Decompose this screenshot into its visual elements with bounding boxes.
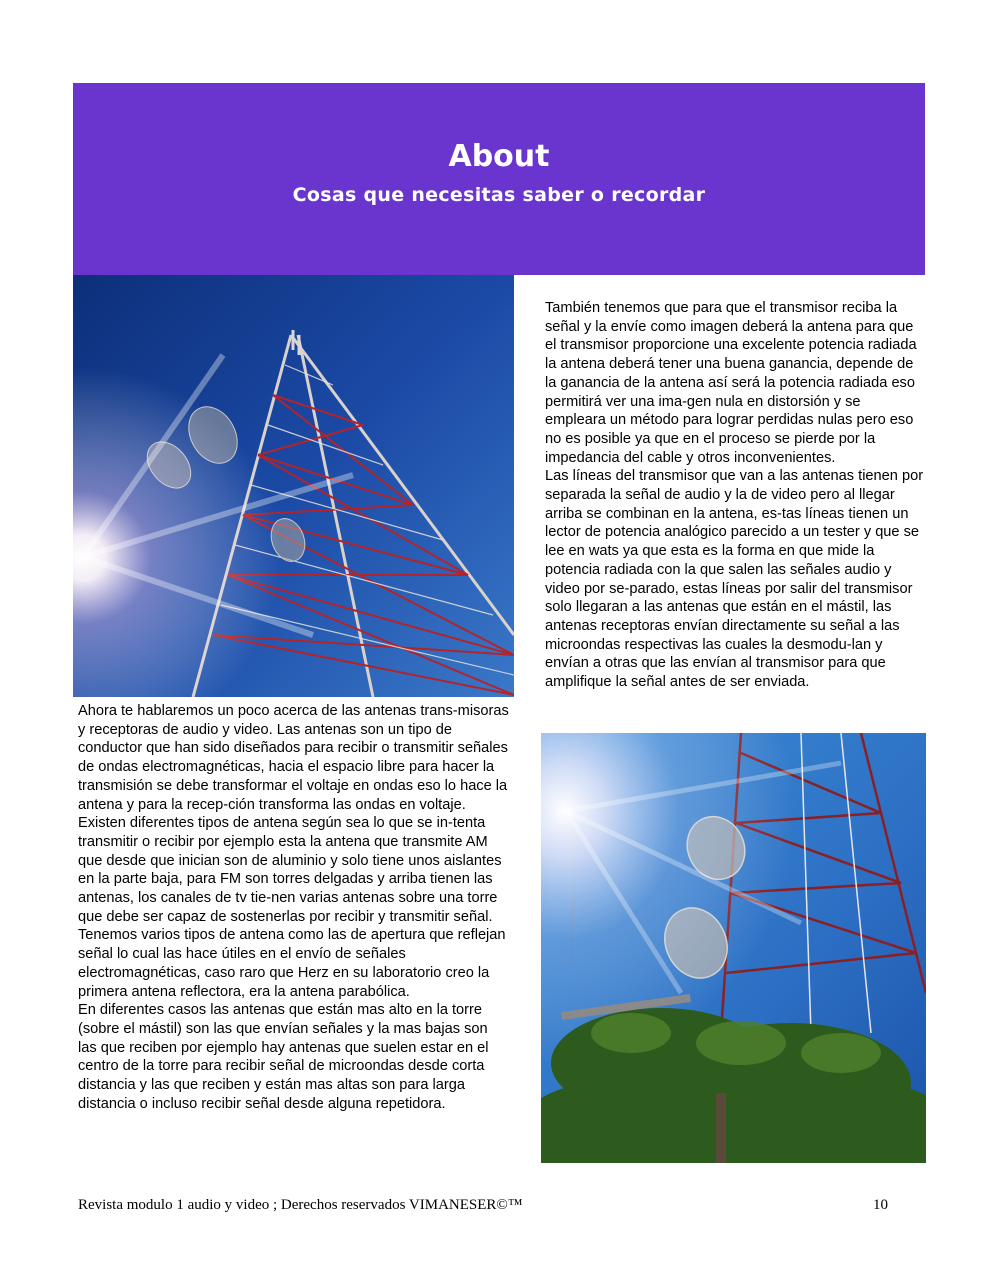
paragraph: Existen diferentes tipos de antena según sea lo que se in-tenta transmitir o recibir por ejemplo esta la antena que transmite AM que desde que inician son de aluminio y solo tiene unos aislantes en la parte baja, para FM son torres delgadas y arriba tienen las antenas, los canales de tv tie-nen varias antenas sobre una torre que debe ser capaz de sostenerlas por recibir y transmitir señal. — [78, 815, 502, 925]
paragraph: En diferentes casos las antenas que están mas alto en la torre (sobre el mástil) son las que envían señales y la mas bajas son las que reciben por ejemplo hay antenas que suelen estar en el centro de la torre para recibir señal de microondas desde corta distancia y las que reciben y están mas altas son para larga distancia o incluso recibir señal desde alguna repetidora. — [78, 1002, 489, 1112]
page-number: 10 — [873, 1197, 888, 1213]
satellite-dishes-photo — [541, 733, 926, 1163]
footer-credit: Revista modulo 1 audio y video ; Derechos reservados VIMANESER©™ — [78, 1197, 523, 1213]
page-subtitle: Cosas que necesitas saber o recordar — [292, 184, 706, 206]
page-title: About — [448, 139, 550, 174]
paragraph: Las líneas del transmisor que van a las antenas tienen por separada la señal de audio y la de video pero al llegar arriba se combinan en la antena, es-tas líneas tienen un lector de potencia analógico parecido a un tester y que se lee en wats ya que esta es la forma en que mide la potencia radiada con la que salen las señales audio y video por se-parado, estas líneas por salir del transmisor solo llegaran a las antenas que están en el mástil, las antenas receptoras envían directamente su señal a las microondas respectivas las cuales la desmodu-lan y envían a otras que las envían al transmisor para que amplifique la señal antes de ser enviada. — [545, 468, 924, 691]
paragraph: También tenemos que para que el transmisor reciba la señal y la envíe como imagen deberá la antena para que el transmisor proporcione una excelente potencia radiada la antena deberá tener una buena ganancia, depende de la ganancia de la antena así será la potencia radiada eso permitirá ver una ima-gen nula en distorsión y se empleara un método para lograr perdidas nulas pero eso no es posible ya que en el proceso se pierde por la impedancia del cable y otros inconvenientes. — [545, 300, 917, 466]
header-banner — [73, 83, 925, 275]
right-column-text — [545, 299, 925, 692]
antenna-tower-photo — [73, 275, 514, 697]
left-column-text — [78, 702, 510, 1113]
paragraph: Tenemos varios tipos de antena como las de apertura que reflejan señal lo cual las hace útiles en el envío de señales electromagnéticas, caso raro que Herz en su laboratorio creo la primera antena reflectora, era la antena parabólica. — [78, 927, 506, 1000]
paragraph: Ahora te hablaremos un poco acerca de las antenas trans-misoras y receptoras de audio y video. Las antenas son un tipo de conductor que han sido diseñados para recibir o transmitir señales de ondas electromagnéticas, hacia el espacio libre para hacer la transmisión se debe transformar el voltaje en ondas eso lo hace la antena y para la recep-ción transforma las ondas en voltaje. — [78, 703, 509, 813]
